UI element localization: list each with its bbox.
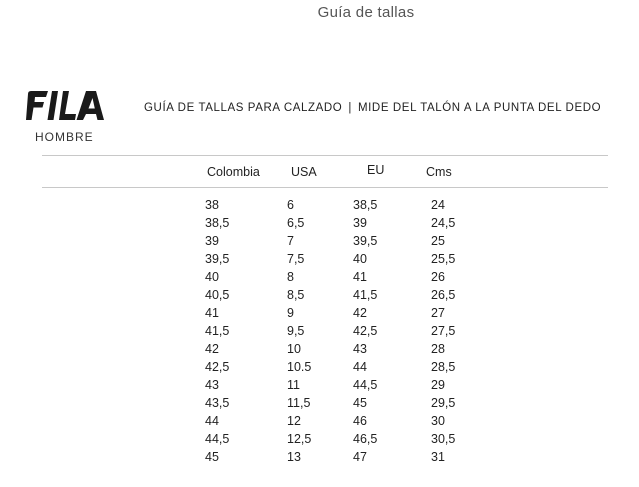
size-cell: 6: [287, 198, 294, 212]
size-cell: 7: [287, 234, 294, 248]
size-cell: 25,5: [431, 252, 456, 266]
size-cell: 24: [431, 198, 445, 212]
column-header-eu: EU: [367, 163, 385, 177]
page-title: Guía de tallas: [317, 4, 415, 21]
size-cell: 7,5: [287, 252, 305, 266]
size-cell: 8,5: [287, 288, 305, 302]
size-cell: 42,5: [353, 324, 378, 338]
size-cell: 12: [287, 414, 301, 428]
cms-size-column: [431, 196, 455, 466]
size-cell: 44,5: [205, 432, 230, 446]
fila-logo: [26, 90, 114, 122]
table-top-divider: [42, 155, 608, 156]
size-cell: 13: [287, 450, 301, 464]
size-cell: 38,5: [205, 216, 230, 230]
size-cell: 29,5: [431, 396, 456, 410]
gender-label: HOMBRE: [35, 130, 94, 144]
size-cell: 28,5: [431, 360, 456, 374]
size-cell: 43: [205, 378, 219, 392]
eu-size-column: [353, 196, 377, 466]
heading-footwear: GUÍA DE TALLAS PARA CALZADO: [144, 102, 343, 114]
size-cell: 42,5: [205, 360, 230, 374]
size-cell: 26: [431, 270, 445, 284]
size-cell: 41: [205, 306, 219, 320]
colombia-size-column: [205, 196, 229, 466]
size-cell: 38,5: [353, 198, 378, 212]
size-cell: 46: [353, 414, 367, 428]
size-cell: 28: [431, 342, 445, 356]
heading-separator: |: [348, 102, 352, 114]
usa-size-column: [287, 196, 311, 466]
size-cell: 27,5: [431, 324, 456, 338]
size-cell: 44: [353, 360, 367, 374]
size-cell: 27: [431, 306, 445, 320]
size-cell: 29: [431, 378, 445, 392]
size-cell: 24,5: [431, 216, 456, 230]
size-cell: 11: [287, 378, 300, 392]
size-cell: 30: [431, 414, 445, 428]
size-cell: 46,5: [353, 432, 378, 446]
size-cell: 9: [287, 306, 294, 320]
size-cell: 11,5: [287, 396, 311, 410]
size-cell: 26,5: [431, 288, 456, 302]
size-cell: 31: [431, 450, 445, 464]
size-cell: 42: [205, 342, 219, 356]
size-cell: 10.5: [287, 360, 312, 374]
column-header-colombia: Colombia: [207, 165, 260, 179]
size-cell: 45: [205, 450, 219, 464]
size-cell: 39,5: [353, 234, 378, 248]
size-cell: 43: [353, 342, 367, 356]
size-cell: 40,5: [205, 288, 230, 302]
size-cell: 12,5: [287, 432, 312, 446]
size-cell: 30,5: [431, 432, 456, 446]
size-cell: 8: [287, 270, 294, 284]
size-cell: 39,5: [205, 252, 230, 266]
size-cell: 38: [205, 198, 219, 212]
size-cell: 6,5: [287, 216, 305, 230]
table-header-divider: [42, 187, 608, 188]
size-cell: 47: [353, 450, 367, 464]
size-cell: 44: [205, 414, 219, 428]
size-cell: 40: [353, 252, 367, 266]
size-cell: 41,5: [205, 324, 230, 338]
size-cell: 45: [353, 396, 367, 410]
size-guide-heading: [144, 102, 601, 114]
size-cell: 44,5: [353, 378, 378, 392]
size-cell: 42: [353, 306, 367, 320]
heading-measure: MIDE DEL TALÓN A LA PUNTA DEL DEDO: [357, 102, 602, 114]
size-cell: 41,5: [353, 288, 378, 302]
size-cell: 10: [287, 342, 301, 356]
size-cell: 39: [353, 216, 367, 230]
size-cell: 25: [431, 234, 445, 248]
size-cell: 39: [205, 234, 219, 248]
column-header-cms: Cms: [426, 165, 452, 179]
size-cell: 9,5: [287, 324, 305, 338]
size-cell: 40: [205, 270, 219, 284]
size-cell: 43,5: [205, 396, 230, 410]
column-header-usa: USA: [291, 165, 317, 179]
size-cell: 41: [353, 270, 367, 284]
